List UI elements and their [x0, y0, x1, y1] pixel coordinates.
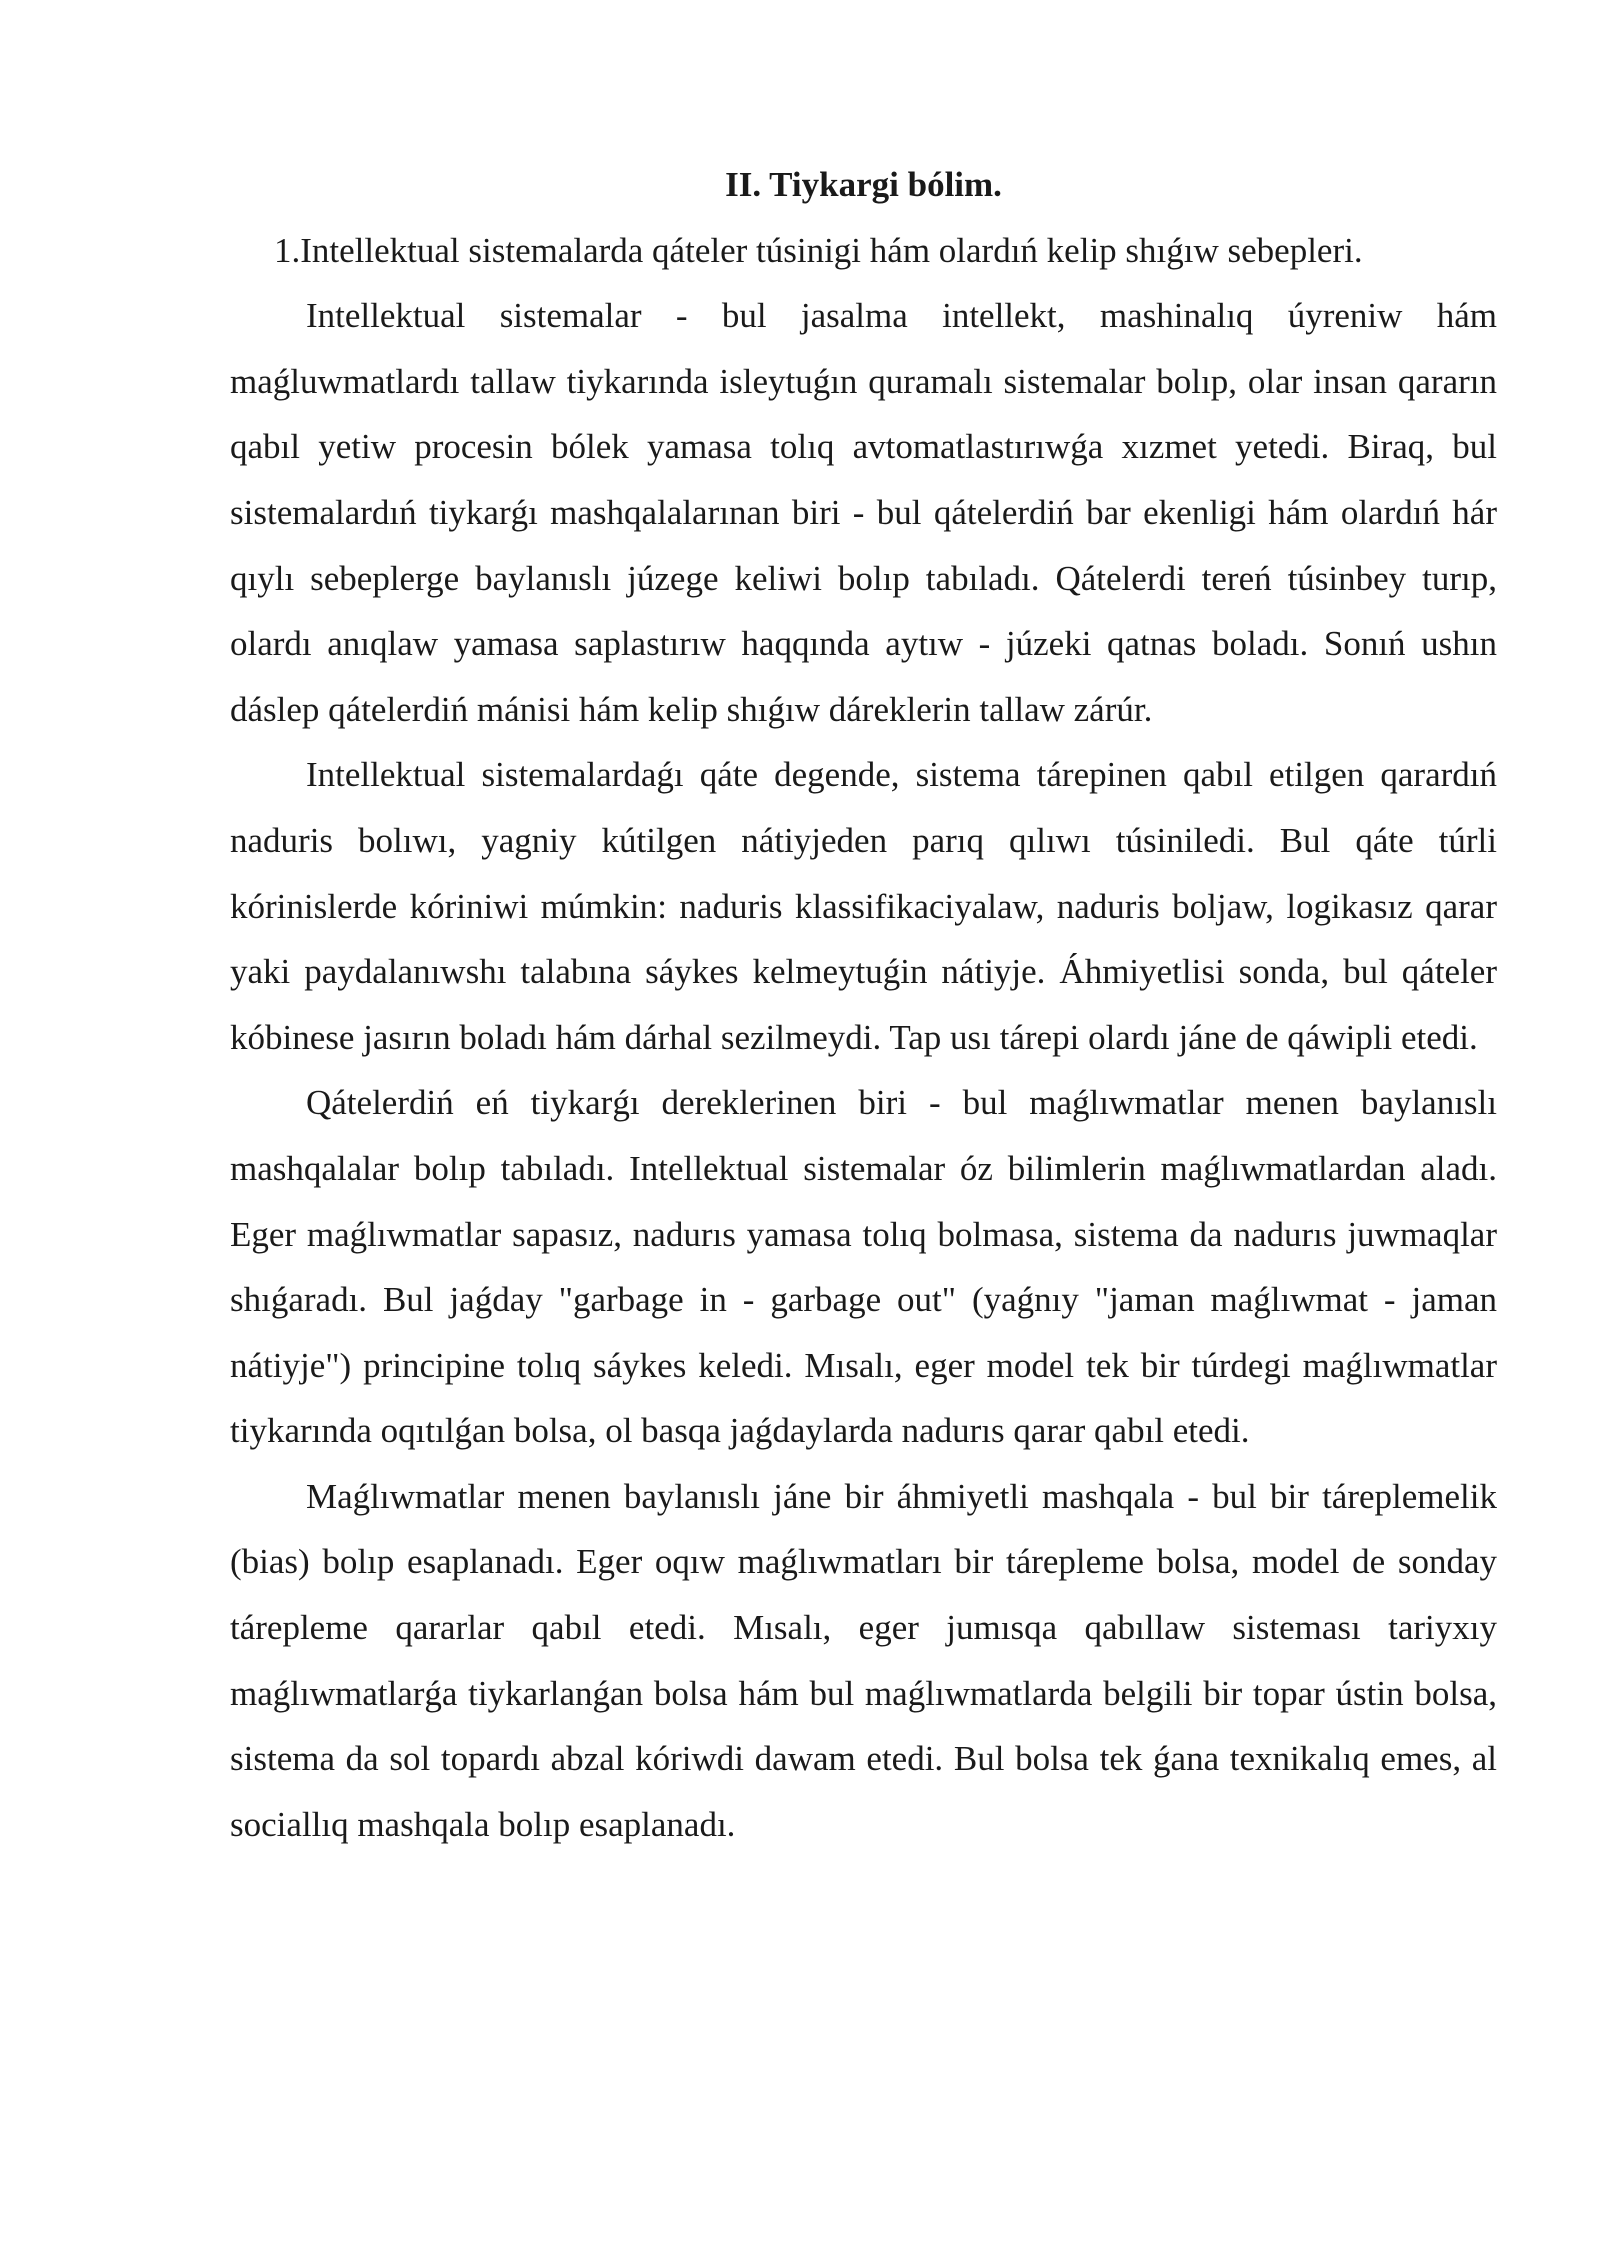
paragraph-2: Intellektual sistemalardaǵı qáte degende, sistema tárepinen qabıl etilgen qarardıń naduris bolıwı, yagniy kútilgen nátiyjeden parıq qılıwı túsiniledi. Bul qáte túrli kórinislerde kóriniwi múmkin: naduris klassifikaciyalaw, naduris boljaw, logikasız qarar yaki paydalanıwshı talabına sáykes kelmeytuǵin nátiyje. Áhmiyetlisi sonda, bul qáteler kóbinese jasırın boladı hám dárhal sezilmeydi. Tap usı tárepi olardı jáne de qáwipli etedi.	[230, 755, 1497, 1057]
paragraph-1: Intellektual sistemalar - bul jasalma intellekt, mashinalıq úyreniw hám maǵluwmatlardı tallaw tiykarında isleytuǵın quramalı sistemalar bolıp, olar insan qararın qabıl yetiw procesin bólek yamasa tolıq avtomatlastırıwǵa xızmet yetedi. Biraq, bul sistemalardıń tiykarǵı mashqalalarınan biri - bul qátelerdiń bar ekenligi hám olardıń hár qıylı sebeplerge baylanıslı júzege keliwi bolıp tabıladı. Qátelerdi tereń túsinbey turıp, olardı anıqlaw yamasa saplastırıw haqqında aytıw - júzeki qatnas boladı. Sonıń ushın dáslep qátelerdiń mánisi hám kelip shıǵıw dáreklerin tallaw zárúr.	[230, 296, 1497, 729]
paragraph-3: Qátelerdiń eń tiykarǵı dereklerinen biri - bul maǵlıwmatlar menen baylanıslı mashqalalar bolıp tabıladı. Intellektual sistemalar óz bilimlerin maǵlıwmatlardan aladı. Eger maǵlıwmatlar sapasız, nadurıs yamasa tolıq bolmasa, sistema da nadurıs juwmaqlar shıǵaradı. Bul jaǵday "garbage in - garbage out" (yaǵnıy "jaman maǵlıwmat - jaman nátiyje") principine tolıq sáykes keledi. Mısalı, eger model tek bir túrdegi maǵlıwmatlar tiykarında oqıtılǵan bolsa, ol basqa jaǵdaylarda nadurıs qarar qabıl etedi.	[230, 1083, 1497, 1451]
section-heading: 1.Intellektual sistemalarda qáteler túsinigi hám olardıń kelip shıǵıw sebepleri.	[274, 230, 1363, 270]
document-title: II. Tiykargi bólim.	[725, 165, 1002, 204]
paragraph-4: Maǵlıwmatlar menen baylanıslı jáne bir áhmiyetli mashqala - bul bir táreplemelik (bias) bolıp esaplanadı. Eger oqıw maǵlıwmatları bir tárepleme bolsa, model de sonday tárepleme qararlar qabıl etedi. Mısalı, eger jumısqa qabıllaw sisteması tariyxıy maǵlıwmatlarǵa tiykarlanǵan bolsa hám bul maǵlıwmatlarda belgili bir topar ústin bolsa, sistema da sol topardı abzal kóriwdi dawam etedi. Bul bolsa tek ǵana texnikalıq emes, al sociallıq mashqala bolıp esaplanadı.	[230, 1476, 1497, 1844]
